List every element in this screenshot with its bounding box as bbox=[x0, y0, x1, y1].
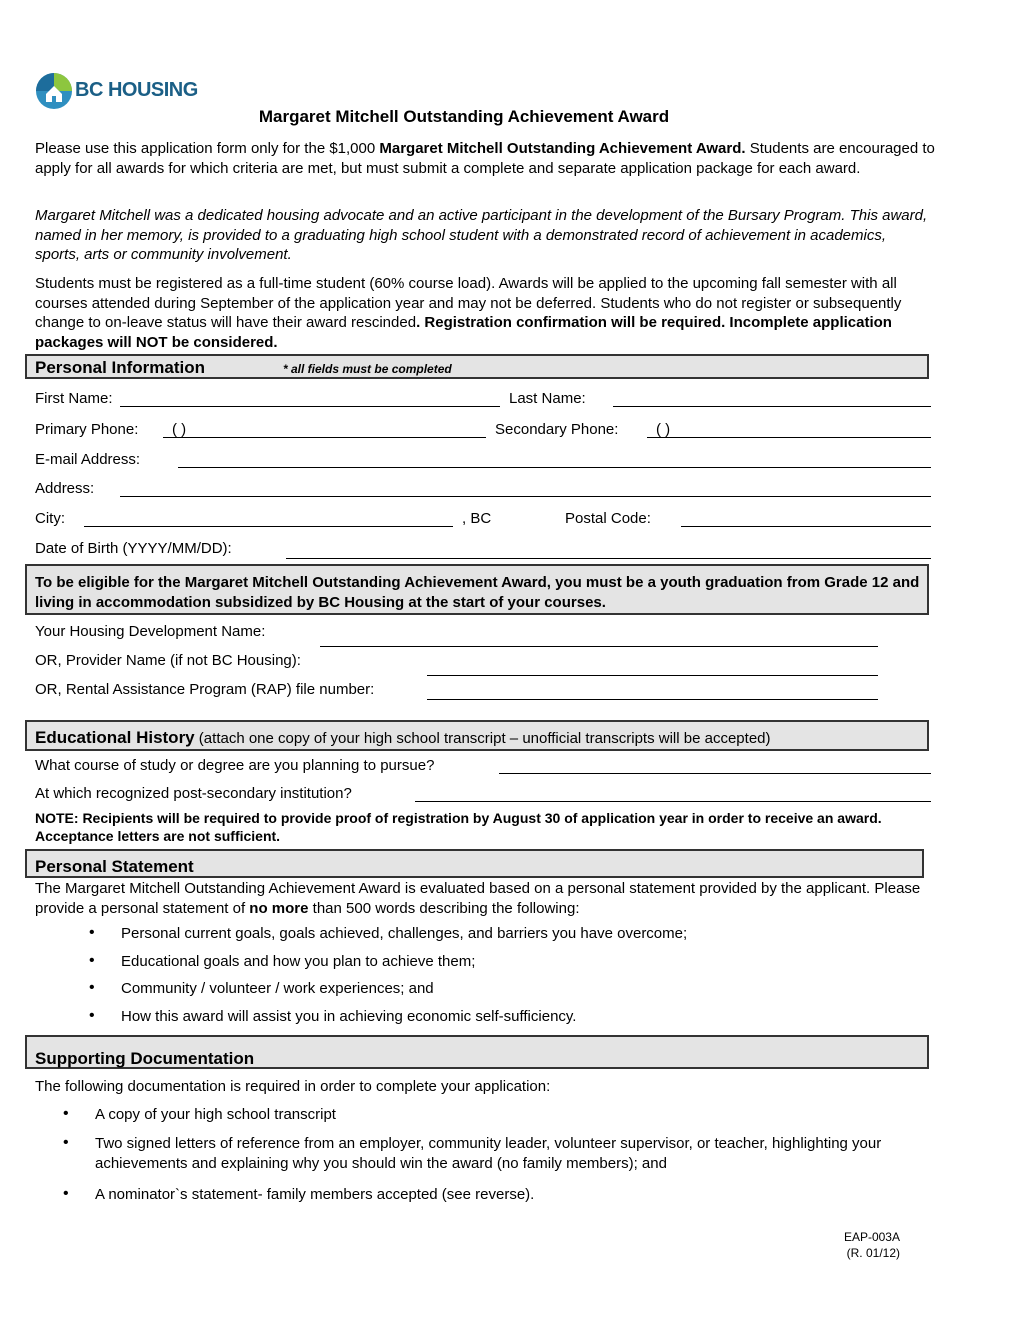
intro-paragraph-1: Please use this application form only for the $1,000 Margaret Mitchell Outstanding Achievement Award. Students are encouraged to apply for all awards for which criteria are met, but must submit a complete and separate application package for each award. bbox=[35, 140, 935, 177]
personal-info-title: Personal Information bbox=[35, 358, 206, 377]
statement-bullet: • How this award will assist you in achieving economic self-sufficiency. bbox=[89, 1007, 577, 1025]
statement-bullet: • Community / volunteer / work experiences; and bbox=[89, 979, 434, 997]
last-name-field[interactable] bbox=[613, 406, 931, 407]
province-label: , BC bbox=[462, 510, 492, 527]
dob-field[interactable] bbox=[286, 558, 931, 559]
primary-phone-field[interactable] bbox=[163, 437, 486, 438]
statement-bullet: • Educational goals and how you plan to achieve them; bbox=[89, 952, 476, 970]
course-label: What course of study or degree are you planning to pursue? bbox=[35, 757, 435, 774]
form-code: EAP-003A bbox=[843, 1230, 900, 1244]
documentation-bullet: • A nominator`s statement- family members accepted (see reverse). bbox=[63, 1185, 535, 1203]
address-field[interactable] bbox=[120, 496, 931, 497]
bc-housing-logo-icon bbox=[35, 72, 75, 112]
education-header bbox=[25, 720, 929, 751]
city-field[interactable] bbox=[84, 526, 453, 527]
personal-info-header bbox=[25, 354, 929, 379]
documentation-bullet: • A copy of your high school transcript bbox=[63, 1105, 336, 1123]
postal-code-field[interactable] bbox=[681, 526, 931, 527]
personal-info-note: * all fields must be completed bbox=[283, 362, 452, 376]
secondary-phone-label: Secondary Phone: bbox=[495, 421, 619, 438]
page-title: Margaret Mitchell Outstanding Achievement Award bbox=[258, 107, 670, 126]
city-label: City: bbox=[35, 510, 65, 527]
first-name-field[interactable] bbox=[120, 406, 500, 407]
primary-phone-label: Primary Phone: bbox=[35, 421, 139, 438]
intro-paragraph-2: Margaret Mitchell was a dedicated housing advocate and an active participant in the development of the Bursary Program. This award, named in her memory, is provided to a graduating high school student with a demonstrated record of achievement in academics, sports, arts or community involvement. bbox=[35, 207, 928, 263]
email-field[interactable] bbox=[178, 467, 931, 468]
form-revision: (R. 01/12) bbox=[846, 1246, 900, 1260]
statement-bullet: • Personal current goals, goals achieved, challenges, and barriers you have overcome; bbox=[89, 924, 688, 942]
logo-text: BC HOUSING bbox=[75, 79, 198, 101]
education-title-line: Educational History (attach one copy of your high school transcript – unofficial transcripts will be accepted) bbox=[35, 728, 771, 747]
institution-field[interactable] bbox=[415, 801, 931, 802]
documentation-intro: The following documentation is required in order to complete your application: bbox=[35, 1078, 551, 1095]
secondary-phone-area-code: ( ) bbox=[656, 421, 671, 438]
education-note: NOTE: Recipients will be required to provide proof of registration by August 30 of application year in order to receive an award. Acceptance letters are not sufficient. bbox=[35, 810, 882, 844]
documentation-title: Supporting Documentation bbox=[35, 1049, 255, 1068]
provider-name-field[interactable] bbox=[427, 675, 878, 676]
provider-name-label: OR, Provider Name (if not BC Housing): bbox=[35, 652, 301, 669]
secondary-phone-field[interactable] bbox=[647, 437, 931, 438]
postal-code-label: Postal Code: bbox=[565, 510, 651, 527]
statement-title: Personal Statement bbox=[35, 857, 194, 876]
email-label: E-mail Address: bbox=[35, 451, 141, 468]
statement-intro: The Margaret Mitchell Outstanding Achievement Award is evaluated based on a personal statement provided by the applicant. Please provide a personal statement of no more than 500 words describing the following: bbox=[35, 880, 921, 917]
rap-file-field[interactable] bbox=[427, 699, 878, 700]
intro-paragraph-3: Students must be registered as a full-time student (60% course load). Awards will be applied to the upcoming fall semester with all courses attended during September of the application year and may not be deferred. Students who do not register or subsequently change to on-leave status will have their award rescinded. Registration confirmation will be required. Incomplete application packages will NOT be considered. bbox=[35, 275, 902, 351]
housing-development-label: Your Housing Development Name: bbox=[35, 623, 266, 640]
dob-label: Date of Birth (YYYY/MM/DD): bbox=[35, 540, 232, 557]
primary-phone-area-code: ( ) bbox=[172, 421, 187, 438]
last-name-label: Last Name: bbox=[509, 390, 586, 407]
institution-label: At which recognized post-secondary institution? bbox=[35, 785, 352, 802]
rap-file-label: OR, Rental Assistance Program (RAP) file number: bbox=[35, 681, 375, 698]
first-name-label: First Name: bbox=[35, 390, 113, 407]
eligibility-box bbox=[25, 564, 929, 615]
documentation-bullet: • Two signed letters of reference from an employer, community leader, volunteer supervisor, or teacher, highlighting your achievements and explaining why you should win the award (no family members); and bbox=[63, 1134, 882, 1172]
housing-development-field[interactable] bbox=[320, 646, 878, 647]
statement-header bbox=[25, 849, 924, 878]
address-label: Address: bbox=[35, 480, 95, 497]
eligibility-text: To be eligible for the Margaret Mitchell Outstanding Achievement Award, you must be a youth graduation from Grade 12 and living in accommodation subsidized by BC Housing at the start of your courses. bbox=[35, 574, 920, 611]
documentation-header bbox=[25, 1035, 929, 1069]
course-field[interactable] bbox=[499, 773, 931, 774]
